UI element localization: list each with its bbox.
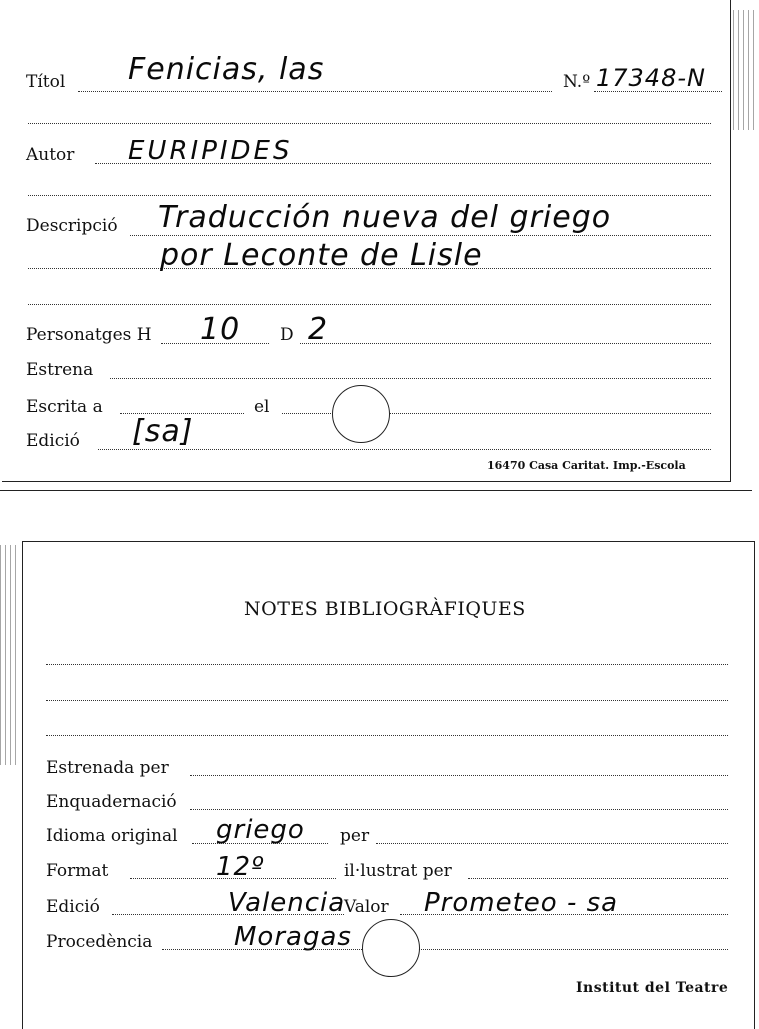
- autor-handwritten: EURIPIDES: [128, 136, 293, 166]
- notes-heading: NOTES BIBLIOGRÀFIQUES: [244, 598, 526, 620]
- valor-handwritten: Prometeo - sa: [424, 888, 619, 918]
- scan-speckle-right: [733, 10, 755, 130]
- personatges-h-handwritten: 10: [200, 312, 241, 347]
- illustrat-label: il·lustrat per: [344, 861, 452, 881]
- procedencia-label: Procedència: [46, 932, 153, 952]
- personatges-d-handwritten: 2: [308, 312, 329, 347]
- procedencia-handwritten: Moragas: [234, 922, 352, 952]
- numero-line: [594, 91, 722, 92]
- estrena-label: Estrena: [26, 360, 94, 380]
- autor-label: Autor: [26, 145, 75, 165]
- numero-handwritten: 17348-N: [596, 64, 706, 92]
- per-label: per: [340, 826, 370, 846]
- format-handwritten: 12º: [216, 852, 265, 882]
- notes-line-3: [46, 735, 728, 736]
- notes-line-2: [46, 700, 728, 701]
- edicio2-handwritten: Valencia: [228, 888, 346, 918]
- personatges-d-line: [300, 343, 711, 344]
- notes-line-1: [46, 664, 728, 665]
- idioma-handwritten: griego: [216, 815, 305, 845]
- edicio-label: Edició: [26, 431, 80, 451]
- personatges-d-label: D: [280, 325, 294, 345]
- descripcio-handwritten-1: Traducción nueva del griego: [158, 200, 612, 235]
- numero-label: N.º: [563, 72, 591, 92]
- idioma-label: Idioma original: [46, 826, 178, 846]
- punch-hole-bottom: [362, 919, 420, 977]
- estrena-line: [110, 378, 711, 379]
- edicio-handwritten: [sa]: [132, 414, 194, 449]
- format-label: Format: [46, 861, 109, 881]
- escrita-label: Escrita a: [26, 397, 103, 417]
- estrenada-label: Estrenada per: [46, 758, 169, 778]
- descripcio-label: Descripció: [26, 216, 118, 236]
- edicio2-label: Edició: [46, 897, 100, 917]
- punch-hole-top: [332, 385, 390, 443]
- titol-label: Títol: [26, 72, 66, 92]
- printer-imprint: 16470 Casa Caritat. Imp.-Escola: [487, 459, 686, 472]
- descripcio-line-1: [130, 235, 711, 236]
- illustrat-line: [468, 878, 728, 879]
- personatges-label: Personatges H: [26, 325, 152, 345]
- edicio-line: [98, 449, 711, 450]
- card-separator: [0, 490, 752, 491]
- valor-label: Valor: [344, 897, 389, 917]
- institut-footer: Institut del Teatre: [576, 980, 729, 996]
- estrenada-line: [190, 775, 728, 776]
- titol-handwritten: Fenicias, las: [128, 52, 325, 87]
- blank-line-3: [28, 304, 711, 305]
- titol-line: [78, 91, 552, 92]
- el-label: el: [254, 397, 270, 417]
- scan-speckle-left: [0, 545, 18, 765]
- enquadernacio-line: [190, 809, 728, 810]
- blank-line-2: [28, 195, 711, 196]
- descripcio-handwritten-2: por Leconte de Lisle: [160, 238, 483, 273]
- per-line: [376, 843, 728, 844]
- blank-line-1: [28, 123, 711, 124]
- enquadernacio-label: Enquadernació: [46, 792, 177, 812]
